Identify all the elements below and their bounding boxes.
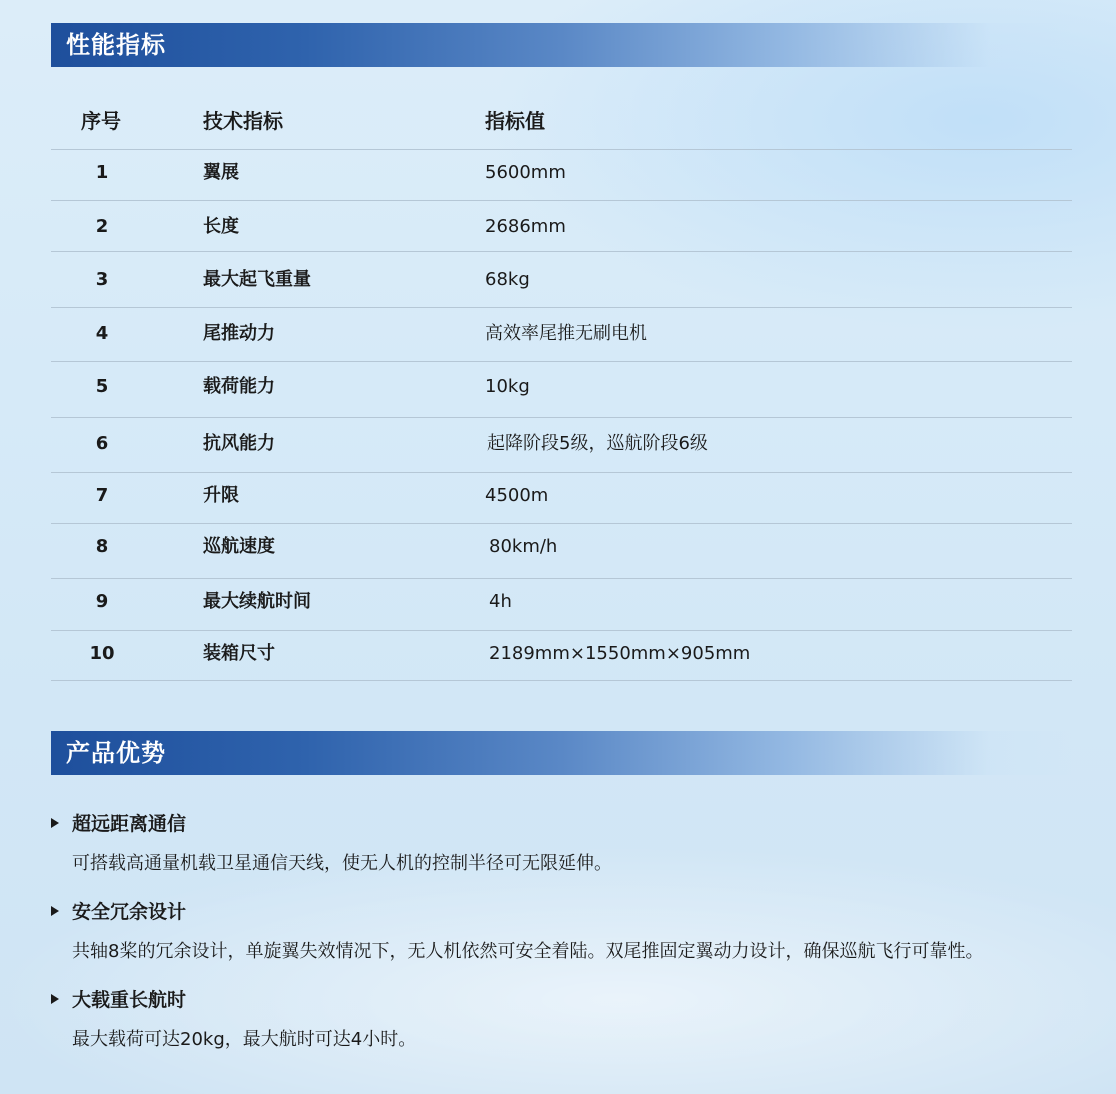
row-spec-value: 5600mm [485,162,566,183]
table-row [51,201,1072,252]
row-spec-value: 80km/h [489,536,558,557]
row-spec-name: 装箱尺寸 [203,643,275,664]
row-spec-value: 高效率尾推无刷电机 [485,323,647,344]
row-spec-name: 最大续航时间 [203,591,311,612]
section-header-advantages [51,731,1072,775]
table-row [51,308,1072,362]
header-value: 指标值 [485,109,545,133]
row-number: 4 [95,323,109,344]
row-spec-value: 4500m [485,485,549,506]
row-spec-value: 68kg [485,269,530,290]
row-spec-name: 升限 [203,485,239,506]
row-spec-name: 尾推动力 [203,323,275,344]
spec-table-body [51,150,1072,681]
table-row [51,252,1072,308]
section-header-specs [51,23,1072,67]
table-row [51,473,1072,524]
row-number: 3 [95,269,109,290]
row-spec-value: 2686mm [485,216,566,237]
advantages-list [51,812,1072,1076]
row-spec-value: 10kg [485,376,530,397]
header-name: 技术指标 [203,109,283,133]
advantage-description: 可搭载高通量机载卫星通信天线，使无人机的控制半径可无限延伸。 [72,853,612,874]
advantage-title: 大载重长航时 [72,989,187,1011]
row-number: 9 [95,591,109,612]
row-spec-name: 最大起飞重量 [203,269,311,290]
row-number: 8 [95,536,109,557]
advantage-description: 最大载荷可达20kg，最大航时可达4小时。 [72,1029,417,1050]
triangle-bullet-icon [51,818,59,828]
advantage-title: 安全冗余设计 [72,901,187,923]
row-spec-value: 起降阶段5级，巡航阶段6级 [487,433,708,454]
row-number: 2 [95,216,109,237]
row-number: 5 [95,376,109,397]
table-row [51,524,1072,579]
header-no: 序号 [81,109,121,133]
table-row [51,150,1072,201]
triangle-bullet-icon [51,906,59,916]
spec-table-header [51,96,1072,150]
row-spec-name: 抗风能力 [203,433,275,454]
row-spec-name: 长度 [203,216,239,237]
spec-table [51,96,1072,681]
row-number: 1 [95,162,109,183]
row-spec-name: 翼展 [203,162,239,183]
row-number: 10 [89,643,115,664]
table-row [51,631,1072,681]
row-spec-name: 巡航速度 [203,536,275,557]
table-row [51,418,1072,473]
section-title-specs: 性能指标 [66,31,166,59]
advantage-item [51,812,1072,900]
section-title-advantages: 产品优势 [66,739,166,767]
row-spec-name: 载荷能力 [203,376,275,397]
advantage-item [51,900,1072,988]
table-row [51,362,1072,418]
table-row [51,579,1072,631]
triangle-bullet-icon [51,994,59,1004]
advantage-title: 超远距离通信 [72,813,187,835]
row-spec-value: 4h [489,591,512,612]
advantage-item [51,988,1072,1076]
row-number: 6 [95,433,109,454]
row-number: 7 [95,485,109,506]
row-spec-value: 2189mm×1550mm×905mm [489,643,751,664]
advantage-description: 共轴8桨的冗余设计，单旋翼失效情况下，无人机依然可安全着陆。双尾推固定翼动力设计，确保巡航飞行可靠性。 [72,941,984,962]
